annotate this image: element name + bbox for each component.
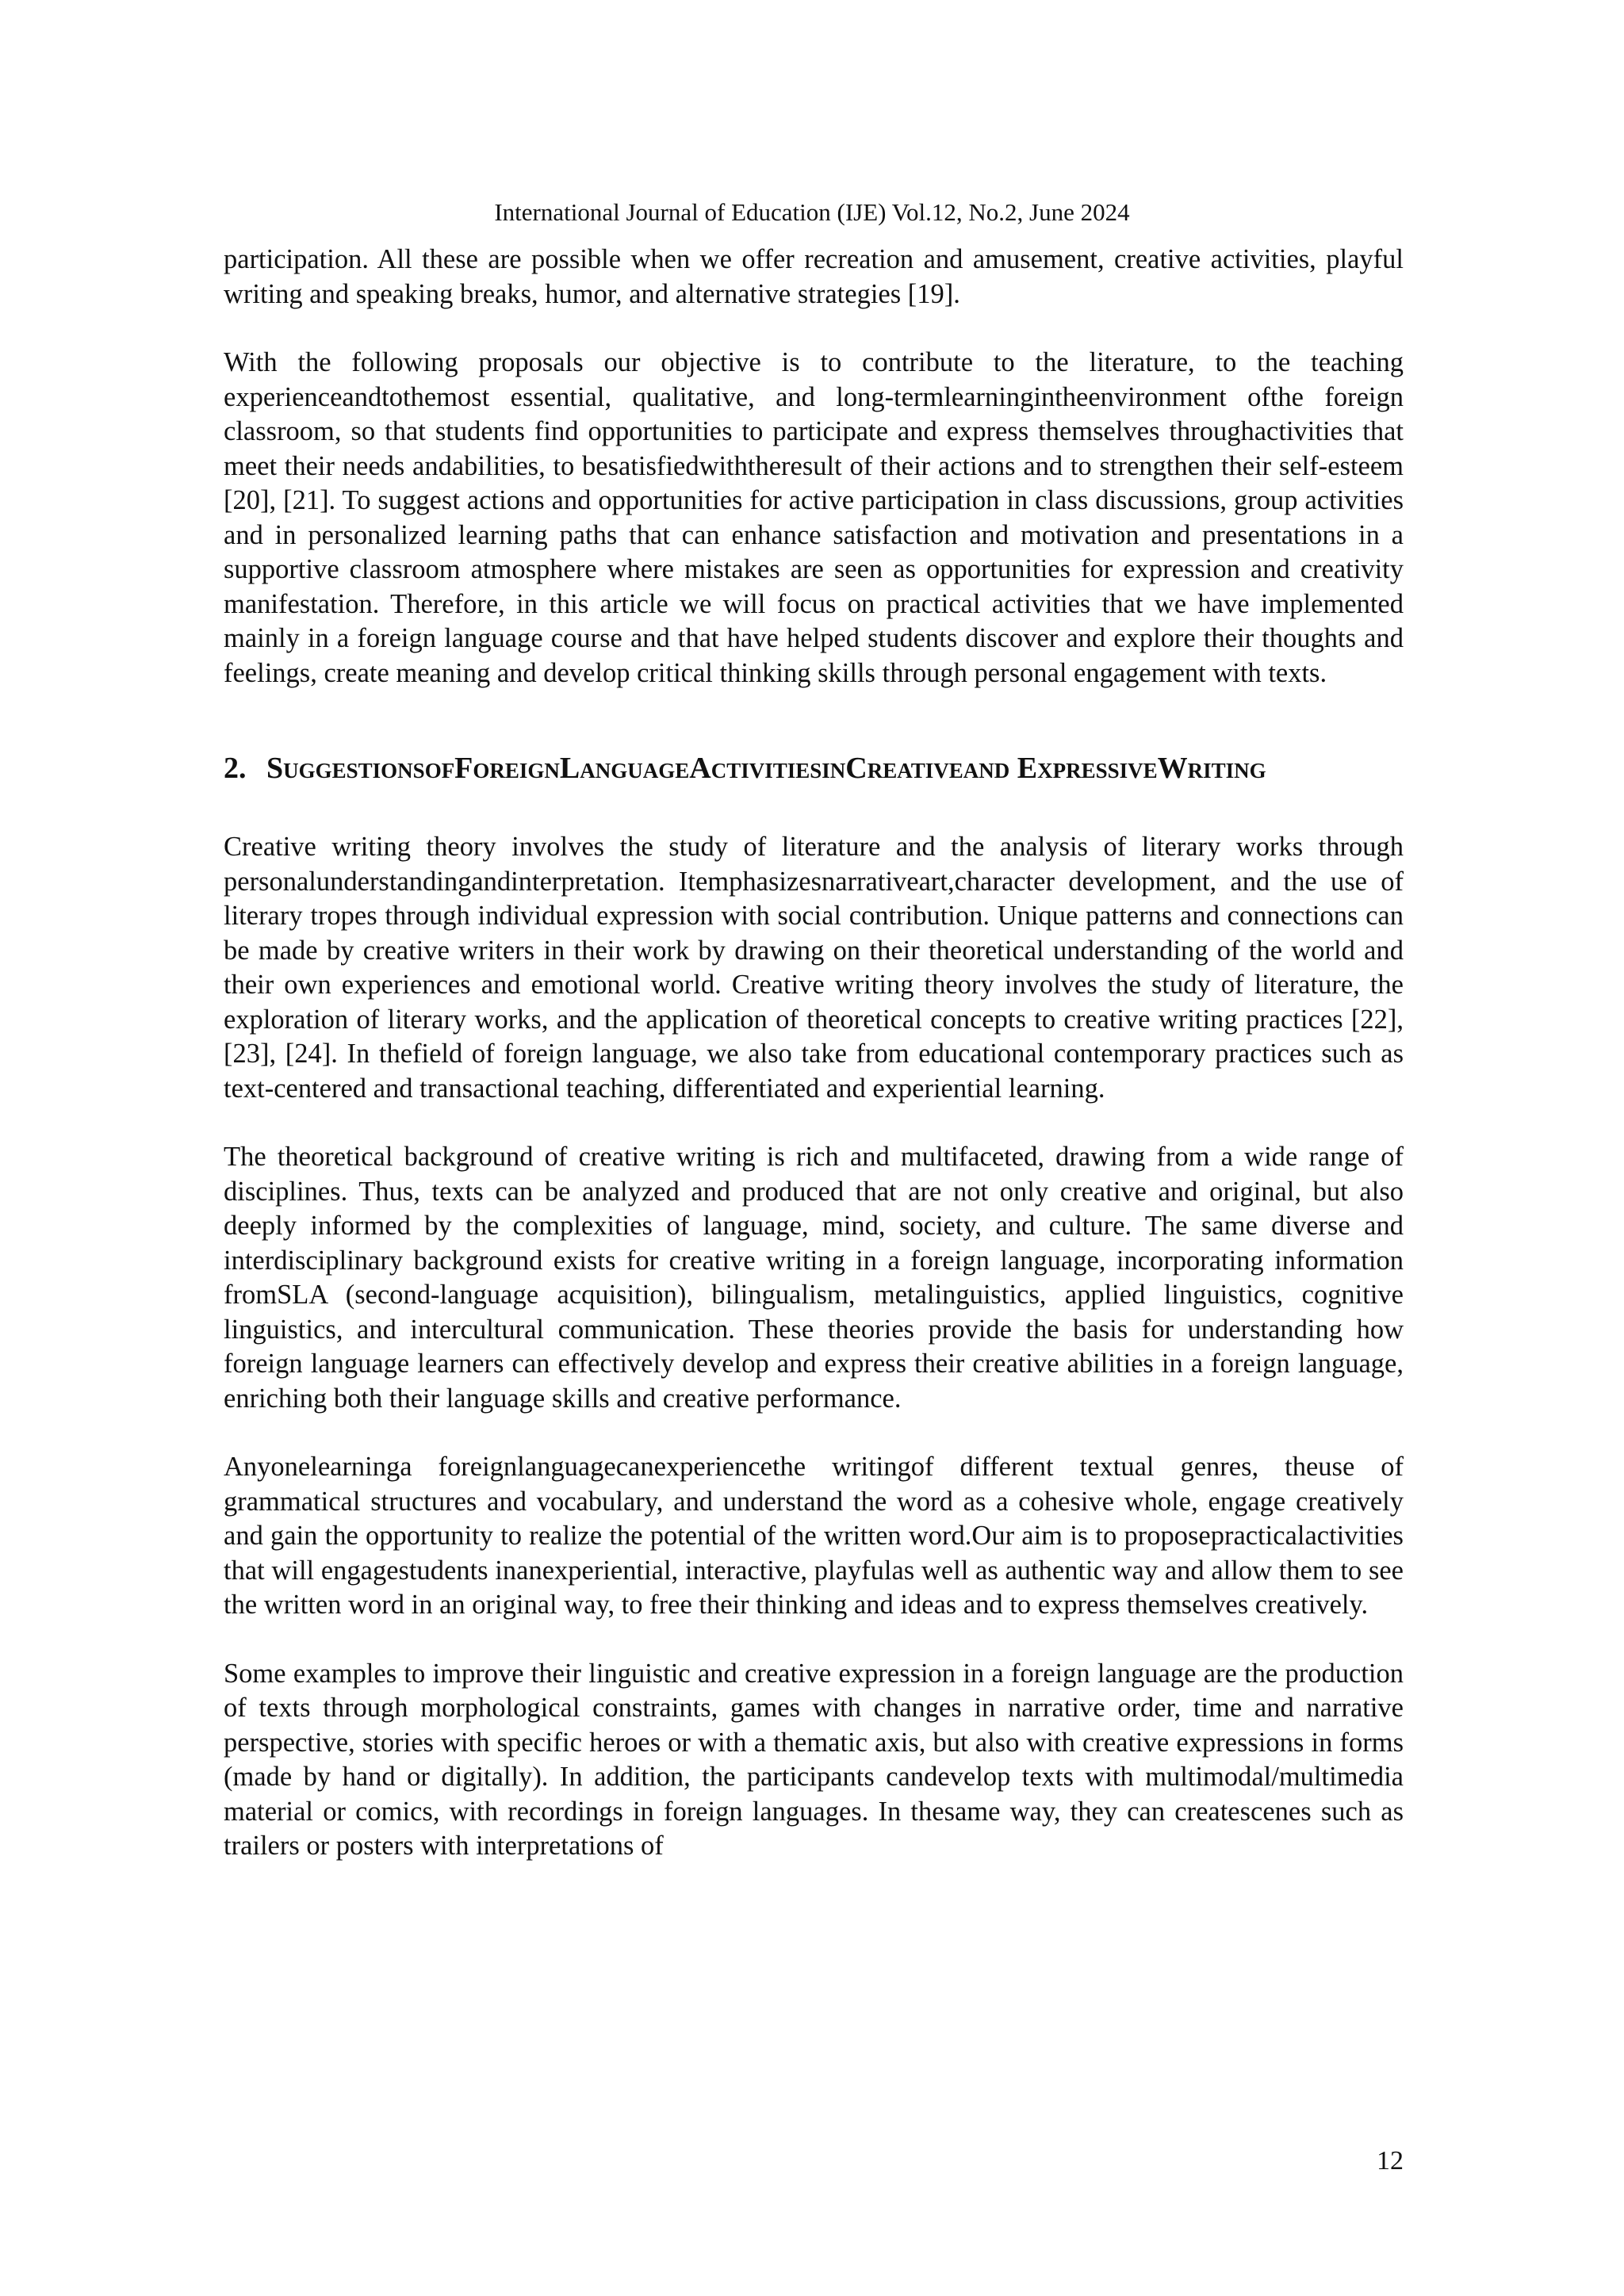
paragraph-continuation: participation. All these are possible when we offer recreation and amusement, creative activities, playful writing and speaking breaks, humor, and alternative strategies [19]. bbox=[224, 244, 1404, 309]
paragraph-objective: With the following proposals our objective is to contribute to the literature, to the teaching experienceandtothemost essential, qualitative, and long-termlearningintheenvironment ofthe foreign classroom, so that students find opportunities to participate and express themselves throughactivities that meet their needs andabilities, to besatisfiedwiththeresult of their actions and to strengthen their self-esteem [20], [21]. To suggest actions and opportunities for active participation in class discussions, group activities and in personalized learning paths that can enhance satisfaction and motivation and presentations in a supportive classroom atmosphere where mistakes are seen as opportunities for expression and creativity manifestation. Therefore, in this article we will focus on practical activities that we have implemented mainly in a foreign language course and that have helped students discover and explore their thoughts and feelings, create meaning and develop critical thinking skills through personal engagement with texts. bbox=[224, 347, 1404, 688]
section-title: SuggestionsofForeignLanguageActivitiesinCreativeand ExpressiveWriting bbox=[266, 752, 1266, 785]
paragraph-learner-experience: Anyonelearninga foreignlanguagecanexperiencethe writingof different textual genres, theuse of grammatical structures and vocabulary, and understand the word as a cohesive whole, engage creatively and gain the opportunity to realize the potential of the written word.Our aim is to proposepracticalactivities that will engagestudents inanexperiential, interactive, playfulas well as authentic way and allow them to see the written word in an original way, to free their thinking and ideas and to express themselves creatively. bbox=[224, 1452, 1404, 1620]
paragraph-examples: Some examples to improve their linguistic and creative expression in a foreign language are the production of texts through morphological constraints, games with changes in narrative order, time and narrative perspective, stories with specific heroes or with a thematic axis, but also with creative expressions in forms (made by hand or digitally). In addition, the participants candevelop texts with multimodal/multimedia material or comics, with recordings in foreign languages. In thesame way, they can createscenes such as trailers or posters with interpretations of bbox=[224, 1658, 1404, 1861]
page-body bbox=[224, 243, 1404, 1864]
section-number: 2. bbox=[224, 752, 247, 785]
paragraph-creative-writing-theory: Creative writing theory involves the study of literature and the analysis of literary works through personalunderstandingandinterpretation. Itemphasizesnarrativeart,character development, and the use of literary tropes through individual expression with social contribution. Unique patterns and connections can be made by creative writers in their work by drawing on their theoretical understanding of the world and their own experiences and emotional world. Creative writing theory involves the study of literature, the exploration of literary works, and the application of theoretical concepts to creative writing practices [22], [23], [24]. In thefield of foreign language, we also take from educational contemporary practices such as text-centered and transactional teaching, differentiated and experiential learning. bbox=[224, 832, 1404, 1104]
paragraph-theoretical-background: The theoretical background of creative writing is rich and multifaceted, drawing from a wide range of disciplines. Thus, texts can be analyzed and produced that are not only creative and original, but also deeply informed by the complexities of language, mind, society, and culture. The same diverse and interdisciplinary background exists for creative writing in a foreign language, incorporating information fromSLA (second-language acquisition), bilingualism, metalinguistics, applied linguistics, cognitive linguistics, and intercultural communication. These theories provide the basis for understanding how foreign language learners can effectively develop and express their creative abilities in a foreign language, enriching both their language skills and creative performance. bbox=[224, 1142, 1404, 1414]
section-heading bbox=[224, 748, 1404, 789]
page-number: 12 bbox=[1377, 2146, 1404, 2175]
running-header: International Journal of Education (IJE) Vol.12, No.2, June 2024 bbox=[494, 198, 1130, 226]
